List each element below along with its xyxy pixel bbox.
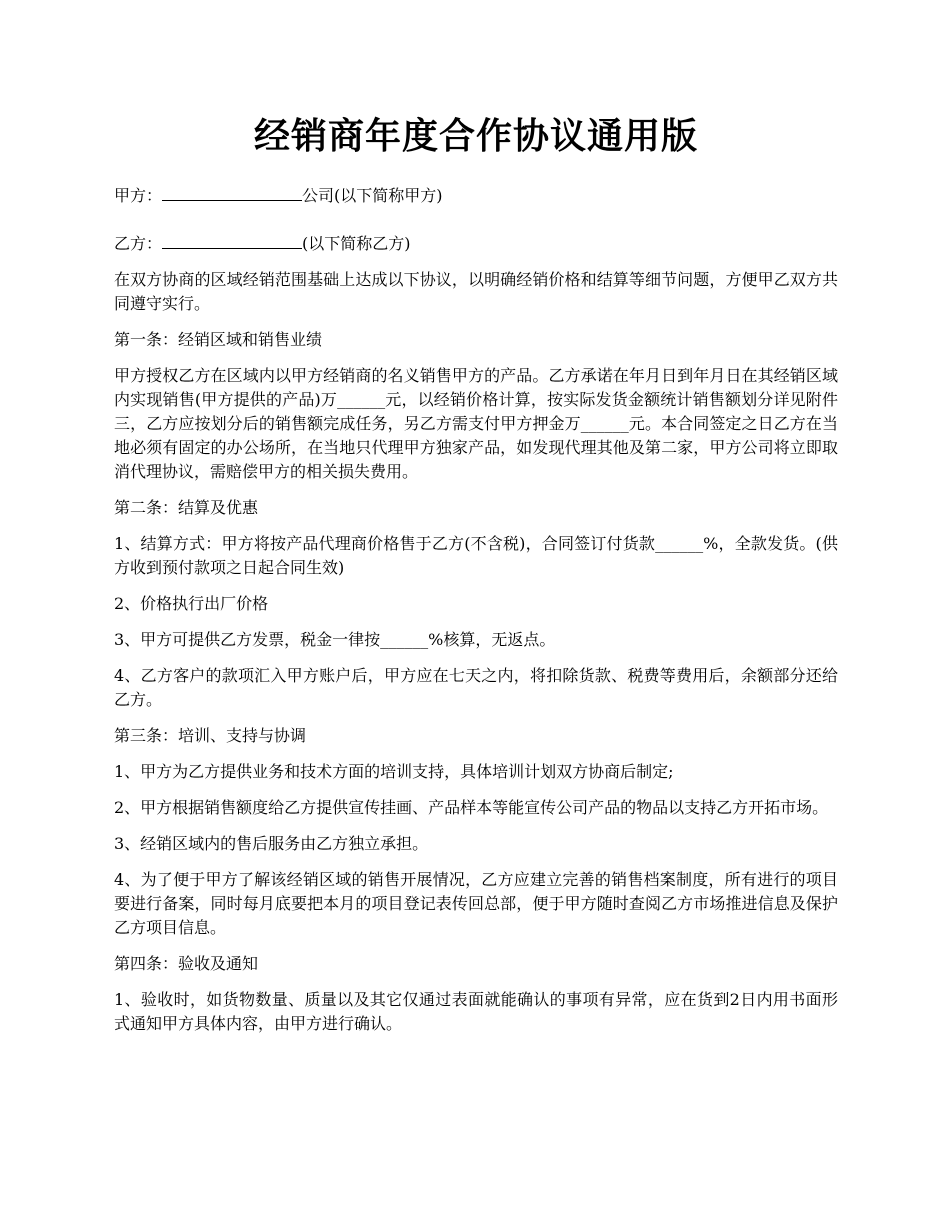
section-paragraph: 3、甲方可提供乙方发票，税金一律按______%核算，无返点。 (114, 630, 556, 649)
section-heading: 第二条：结算及优惠 (114, 498, 259, 517)
party-b-label: 乙方： (114, 234, 163, 253)
section-paragraph: 1、结算方式：甲方将按产品代理商价格售于乙方(不含税)，合同签订付货款______%，全款发货。(供方收到预付款项之日起合同生效) (114, 534, 838, 577)
party-a-line (114, 184, 838, 208)
party-b-blank (162, 232, 302, 249)
section-paragraph: 4、乙方客户的款项汇入甲方账户后，甲方应在七天之内，将扣除货款、税费等费用后，余额部分还给乙方。 (114, 666, 838, 709)
section-heading: 第四条：验收及通知 (114, 954, 259, 973)
document-title: 经销商年度合作协议通用版 (253, 115, 698, 157)
party-a-suffix: 公司(以下简称甲方) (302, 186, 443, 205)
party-b-suffix: (以下简称乙方) (302, 234, 411, 253)
party-a-label: 甲方： (114, 186, 163, 205)
section-heading: 第三条：培训、支持与协调 (114, 726, 307, 745)
section-heading: 第一条：经销区域和销售业绩 (114, 330, 323, 349)
section-paragraph: 甲方授权乙方在区域内以甲方经销商的名义销售甲方的产品。乙方承诺在年月日到年月日在其经销区域内实现销售(甲方提供的产品)万______元，以经销价格计算，按实际发货金额统计销售额划分详见附件三，乙方应按划分后的销售额完成任务，另乙方需支付甲方押金万______元。本合同签定之日乙方在当地必须有固定的办公场所，在当地只代理甲方独家产品，如发现代理其他及第二家，甲方公司将立即取消代理协议，需赔偿甲方的相关损失费用。 (114, 366, 838, 481)
party-b-line (114, 232, 838, 256)
party-a-blank (162, 184, 302, 201)
section-paragraph: 4、为了便于甲方了解该经销区域的销售开展情况，乙方应建立完善的销售档案制度，所有进行的项目要进行备案，同时每月底要把本月的项目登记表传回总部，便于甲方随时查阅乙方市场推进信息及保护乙方项目信息。 (114, 870, 838, 937)
section-paragraph: 2、甲方根据销售额度给乙方提供宣传挂画、产品样本等能宣传公司产品的物品以支持乙方开拓市场。 (114, 798, 829, 817)
section-paragraph: 3、经销区域内的售后服务由乙方独立承担。 (114, 834, 429, 853)
intro-paragraph: 在双方协商的区域经销范围基础上达成以下协议，以明确经销价格和结算等细节问题，方便甲乙双方共同遵守实行。 (114, 270, 838, 313)
section-paragraph: 2、价格执行出厂价格 (114, 594, 269, 613)
section-paragraph: 1、验收时，如货物数量、质量以及其它仅通过表面就能确认的事项有异常，应在货到2日内用书面形式通知甲方具体内容，由甲方进行确认。 (114, 990, 838, 1033)
document-page (114, 0, 838, 1036)
section-paragraph: 1、甲方为乙方提供业务和技术方面的培训支持，具体培训计划双方协商后制定; (114, 762, 674, 781)
